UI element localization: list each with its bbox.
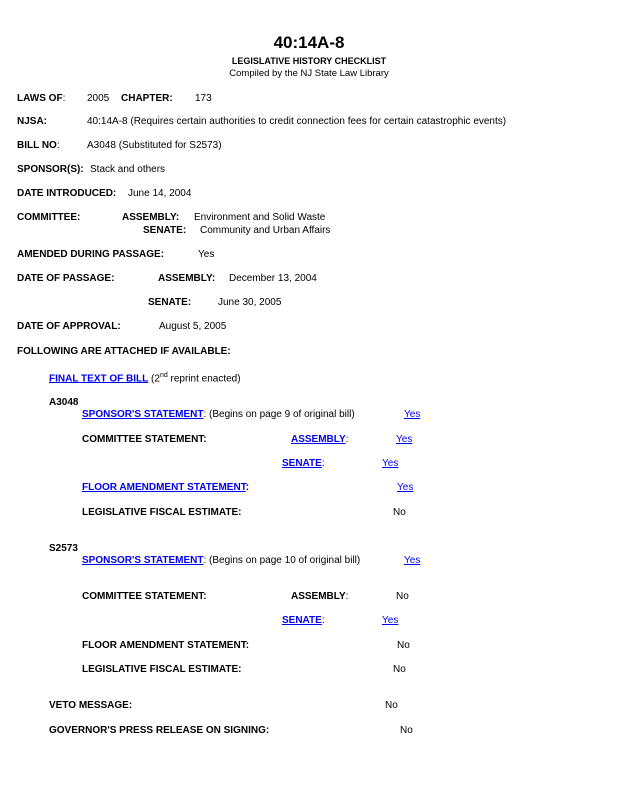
- amended-value: Yes: [198, 249, 215, 260]
- bill-no-row: [17, 140, 60, 151]
- s2573-committee-assembly-label: ASSEMBLY: [291, 591, 346, 602]
- s2573-fiscal-label: LEGISLATIVE FISCAL ESTIMATE:: [82, 664, 242, 675]
- a3048-committee-assembly-colon: :: [345, 434, 349, 445]
- final-text-row: [49, 372, 241, 384]
- attached-heading: FOLLOWING ARE ATTACHED IF AVAILABLE:: [17, 346, 231, 357]
- s2573-committee-senate-yes-link[interactable]: Yes: [382, 615, 399, 626]
- final-text-sup: nd: [159, 372, 168, 379]
- a3048-committee-senate: [282, 458, 325, 469]
- a3048-sponsor-row: [82, 409, 355, 420]
- press-release-value: No: [400, 725, 413, 736]
- committee-senate-value: Community and Urban Affairs: [200, 225, 331, 236]
- s2573-sponsor-row: [82, 555, 360, 566]
- passage-assembly-label: ASSEMBLY:: [158, 273, 216, 284]
- s2573-committee-assembly: [291, 591, 348, 602]
- s2573-floor-value: No: [397, 640, 410, 651]
- committee-assembly-label: ASSEMBLY:: [122, 212, 180, 223]
- s2573-committee-senate: [282, 615, 325, 626]
- date-of-approval-label: DATE OF APPROVAL:: [17, 321, 121, 332]
- bill-no-colon: :: [56, 140, 60, 151]
- committee-senate-label: SENATE:: [143, 225, 187, 236]
- sponsors-label: SPONSOR(S):: [17, 164, 84, 175]
- veto-label: VETO MESSAGE:: [49, 700, 133, 711]
- s2573-committee-assembly-colon: :: [345, 591, 349, 602]
- laws-of-label: LAWS OF: [17, 93, 63, 104]
- page-subtitle: LEGISLATIVE HISTORY CHECKLIST: [231, 56, 387, 66]
- a3048-committee-assembly-link[interactable]: ASSEMBLY: [291, 434, 346, 445]
- a3048-floor-row: [82, 482, 249, 493]
- a3048-sponsor-note: : (Begins on page 9 of original bill): [203, 409, 355, 420]
- njsa-value: 40:14A-8 (Requires certain authorities to credit connection fees for certain catastrophic events): [87, 116, 507, 127]
- s2573-committee-senate-colon: :: [321, 615, 325, 626]
- date-introduced-value: June 14, 2004: [128, 188, 192, 199]
- s2573-floor-label: FLOOR AMENDMENT STATEMENT:: [82, 640, 250, 651]
- s2573-committee-assembly-value: No: [396, 591, 409, 602]
- laws-of-row: [17, 93, 65, 104]
- s2573-label: S2573: [49, 543, 78, 554]
- a3048-committee-assembly-yes-link[interactable]: Yes: [396, 434, 413, 445]
- final-text-post: reprint enacted): [167, 373, 241, 385]
- a3048-floor-amendment-colon: :: [245, 482, 250, 493]
- a3048-fiscal-value: No: [393, 507, 406, 518]
- chapter-value: 173: [195, 93, 212, 104]
- a3048-committee-label: COMMITTEE STATEMENT:: [82, 434, 207, 445]
- a3048-committee-senate-colon: :: [321, 458, 325, 469]
- bill-no-label: BILL NO: [17, 140, 57, 151]
- s2573-fiscal-value: No: [393, 664, 406, 675]
- s2573-sponsor-statement-link[interactable]: SPONSOR'S STATEMENT: [82, 555, 204, 566]
- s2573-sponsor-note: : (Begins on page 10 of original bill): [203, 555, 361, 566]
- s2573-committee-senate-link[interactable]: SENATE: [282, 615, 322, 626]
- a3048-floor-amendment-yes-link[interactable]: Yes: [397, 482, 414, 493]
- a3048-committee-senate-yes-link[interactable]: Yes: [382, 458, 399, 469]
- bill-no-value: A3048 (Substituted for S2573): [87, 140, 222, 151]
- chapter-label: CHAPTER:: [121, 93, 173, 104]
- sponsors-value: Stack and others: [90, 164, 166, 175]
- passage-assembly-value: December 13, 2004: [229, 273, 317, 284]
- njsa-label: NJSA:: [17, 116, 48, 127]
- a3048-label: A3048: [49, 397, 79, 408]
- a3048-floor-amendment-link[interactable]: FLOOR AMENDMENT STATEMENT: [82, 482, 246, 493]
- committee-assembly-value: Environment and Solid Waste: [194, 212, 326, 223]
- a3048-committee-senate-link[interactable]: SENATE: [282, 458, 322, 469]
- a3048-sponsor-statement-yes-link[interactable]: Yes: [404, 409, 421, 420]
- committee-label: COMMITTEE:: [17, 212, 81, 223]
- a3048-sponsor-statement-link[interactable]: SPONSOR'S STATEMENT: [82, 409, 204, 420]
- amended-label: AMENDED DURING PASSAGE:: [17, 249, 165, 260]
- veto-value: No: [385, 700, 398, 711]
- laws-of-colon: :: [62, 93, 66, 104]
- passage-senate-label: SENATE:: [148, 297, 192, 308]
- laws-of-year: 2005: [87, 93, 110, 104]
- date-of-approval-value: August 5, 2005: [159, 321, 227, 332]
- compiled-by: Compiled by the NJ State Law Library: [229, 68, 389, 79]
- press-release-label: GOVERNOR'S PRESS RELEASE ON SIGNING:: [49, 725, 270, 736]
- final-text-link[interactable]: FINAL TEXT OF BILL: [49, 373, 149, 385]
- s2573-sponsor-statement-yes-link[interactable]: Yes: [404, 555, 421, 566]
- page-title: 40:14A-8: [273, 33, 345, 52]
- a3048-committee-assembly: [291, 434, 348, 445]
- s2573-committee-label: COMMITTEE STATEMENT:: [82, 591, 207, 602]
- final-text-pre: (2: [148, 373, 160, 385]
- passage-senate-value: June 30, 2005: [218, 297, 282, 308]
- date-of-passage-label: DATE OF PASSAGE:: [17, 273, 115, 284]
- a3048-fiscal-label: LEGISLATIVE FISCAL ESTIMATE:: [82, 507, 242, 518]
- date-introduced-label: DATE INTRODUCED:: [17, 188, 117, 199]
